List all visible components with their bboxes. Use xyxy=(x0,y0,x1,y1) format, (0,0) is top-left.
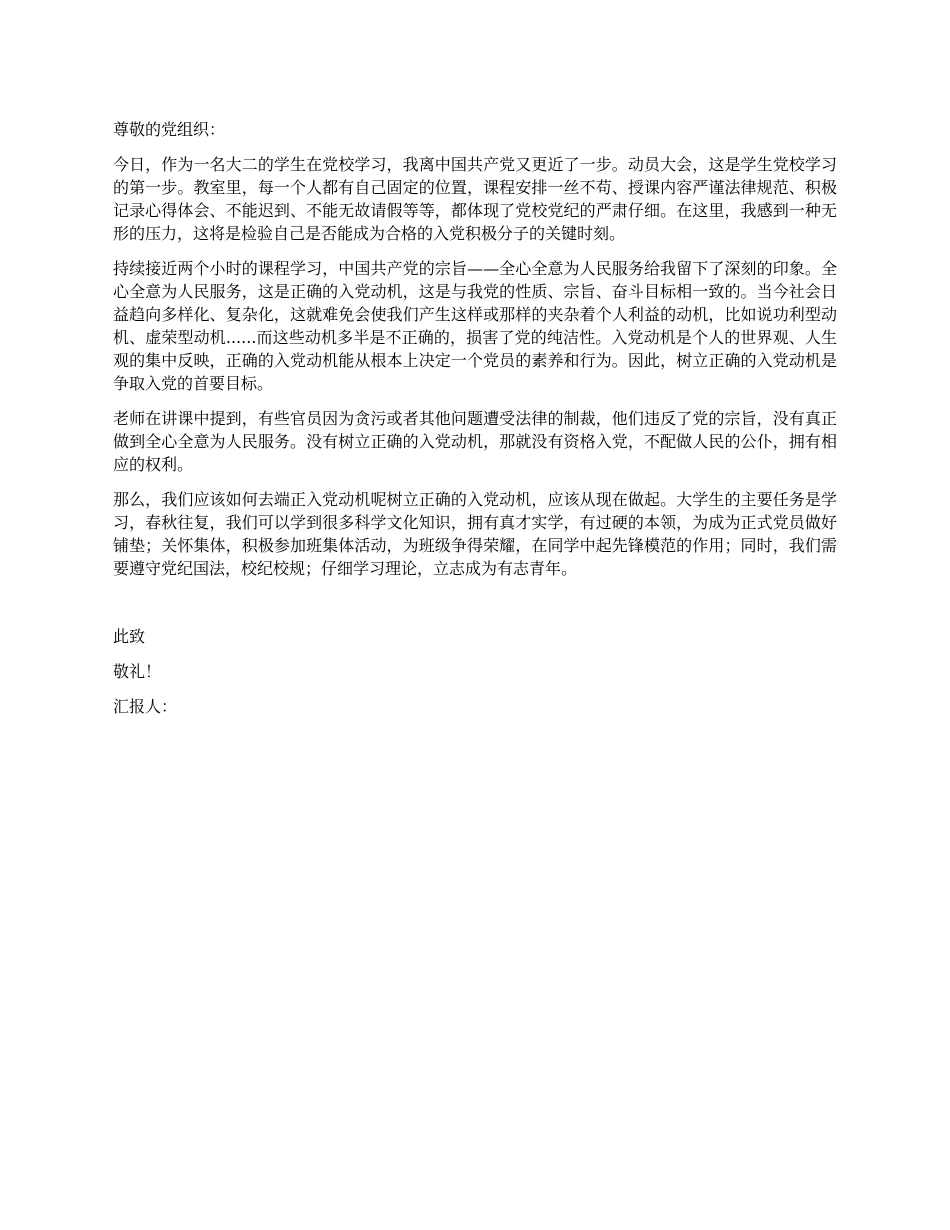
closing-salute: 敬礼！ xyxy=(113,662,162,681)
paragraph-2: 持续接近两个小时的课程学习，中国共产党的宗旨——全心全意为人民服务给我留下了深刻的印象。全心全意为人民服务，这是正确的入党动机，这是与我党的性质、宗旨、奋斗目标相一致的。当今社会日益趋向多样化、复杂化，这就难免会使我们产生这样或那样的夹杂着个人利益的动机，比如说功利型动机、虚荣型动机......而这些动机多半是不正确的，损害了党的纯洁性。入党动机是个人的世界观、人生观的集中反映，正确的入党动机能从根本上决定一个党员的素养和行为。因此，树立正确的入党动机是争取入党的首要目标。 xyxy=(113,259,837,393)
letter-body xyxy=(113,118,837,730)
salutation: 尊敬的党组织： xyxy=(113,120,226,139)
closing-block xyxy=(113,625,837,718)
closing-greeting: 此致 xyxy=(113,627,146,646)
paragraph-1: 今日，作为一名大二的学生在党校学习，我离中国共产党又更近了一步。动员大会，这是学生党校学习的第一步。教室里，每一个人都有自己固定的位置，课程安排一丝不苟、授课内容严谨法律规范、积极记录心得体会、不能迟到、不能无故请假等等，都体现了党校党纪的严肃仔细。在这里，我感到一种无形的压力，这将是检验自己是否能成为合格的入党积极分子的关键时刻。 xyxy=(113,155,837,243)
paragraph-3: 老师在讲课中提到，有些官员因为贪污或者其他问题遭受法律的制裁，他们违反了党的宗旨，没有真正做到全心全意为人民服务。没有树立正确的入党动机，那就没有资格入党，不配做人民的公仆，拥有相应的权利。 xyxy=(113,409,837,474)
reporter-label: 汇报人： xyxy=(113,697,178,716)
paragraph-4: 那么，我们应该如何去端正入党动机呢树立正确的入党动机，应该从现在做起。大学生的主要任务是学习，春秋往复，我们可以学到很多科学文化知识，拥有真才实学，有过硬的本领，为成为正式党员做好铺垫；关怀集体，积极参加班集体活动，为班级争得荣耀，在同学中起先锋模范的作用；同时，我们需要遵守党纪国法，校纪校规；仔细学习理论，立志成为有志青年。 xyxy=(113,490,837,578)
